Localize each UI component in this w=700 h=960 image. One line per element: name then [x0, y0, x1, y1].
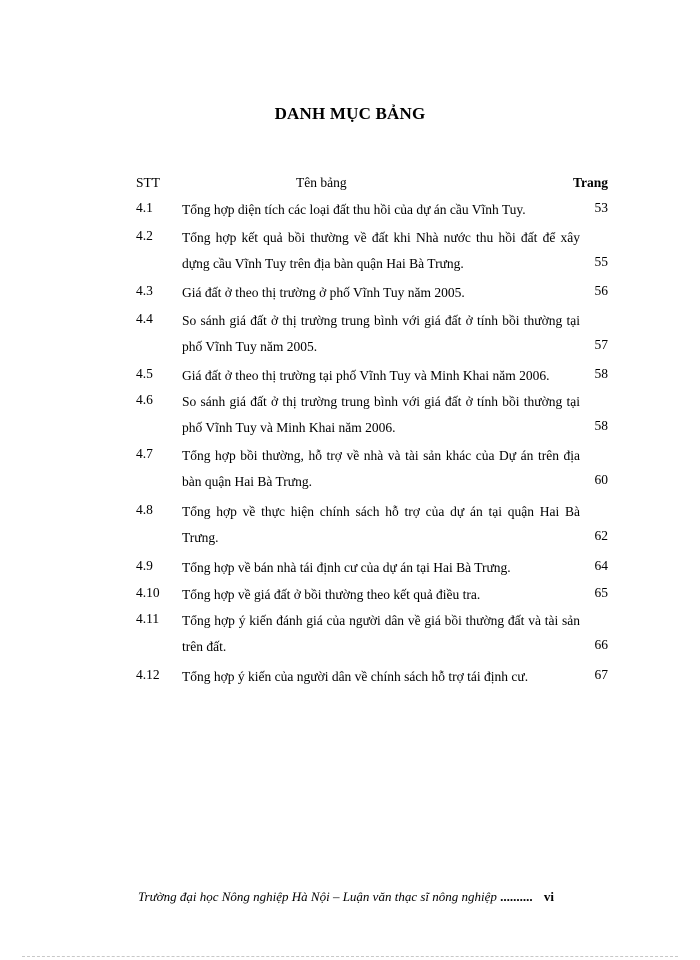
row-number: 4.8 — [136, 502, 153, 517]
row-number: 4.10 — [136, 585, 160, 600]
header-page: Trang — [572, 175, 608, 190]
footer-page-number: vi — [543, 889, 555, 904]
row-title: Tổng hợp diện tích các loại đất thu hồi của dự án cầu Vĩnh Tuy. — [182, 202, 526, 217]
row-page: 67 — [594, 667, 608, 682]
row-number: 4.12 — [136, 667, 160, 682]
row-title: Giá đất ở theo thị trường tại phố Vĩnh Tuy và Minh Khai năm 2006. — [182, 368, 550, 383]
row-number: 4.7 — [136, 446, 153, 461]
row-page: 58 — [594, 366, 608, 381]
row-title: Giá đất ở theo thị trường ở phố Vĩnh Tuy năm 2005. — [182, 285, 465, 300]
row-number: 4.11 — [136, 611, 160, 626]
row-title: Tổng hợp ý kiến đánh giá của người dân về giá bồi thường đất và tài sản trên đất. — [182, 613, 580, 654]
row-title: So sánh giá đất ở thị trường trung bình với giá đất ở tính bồi thường tại phố Vĩnh Tuy và Minh Khai năm 2006. — [182, 394, 580, 435]
row-number: 4.6 — [136, 392, 153, 407]
page-title: DANH MỤC BẢNG — [274, 104, 426, 123]
row-title: Tổng hợp ý kiến của người dân về chính sách hỗ trợ tái định cư. — [182, 669, 529, 684]
row-page: 56 — [594, 283, 608, 298]
row-page: 65 — [594, 585, 608, 600]
row-title: Tổng hợp về giá đất ở bồi thường theo kết quả điều tra. — [182, 587, 481, 602]
row-title: Tổng hợp về bán nhà tái định cư của dự án tại Hai Bà Trưng. — [182, 560, 511, 575]
row-page: 62 — [594, 528, 608, 543]
row-title: Tổng hợp bồi thường, hỗ trợ về nhà và tài sản khác của Dự án trên địa bàn quận Hai Bà Trưng. — [182, 448, 580, 489]
footer-text: Trường đại học Nông nghiệp Hà Nội – Luận văn thạc sĩ nông nghiệp — [138, 889, 497, 904]
row-page: 58 — [594, 418, 608, 433]
row-title: So sánh giá đất ở thị trường trung bình với giá đất ở tính bồi thường tại phố Vĩnh Tuy năm 2005. — [182, 313, 580, 354]
page-edge-divider — [22, 956, 678, 957]
row-number: 4.3 — [136, 283, 153, 298]
row-page: 55 — [594, 254, 608, 269]
row-number: 4.4 — [136, 311, 153, 326]
row-number: 4.9 — [136, 558, 153, 573]
row-number: 4.5 — [136, 366, 153, 381]
row-page: 64 — [594, 558, 608, 573]
row-page: 66 — [594, 637, 608, 652]
footer-dots: .......... — [500, 889, 533, 904]
row-page: 57 — [594, 337, 608, 352]
row-number: 4.1 — [136, 200, 153, 215]
row-title: Tổng hợp kết quả bồi thường về đất khi Nhà nước thu hồi đất để xây dựng cầu Vĩnh Tuy trên địa bàn quận Hai Bà Trưng. — [182, 230, 580, 271]
header-stt: STT — [136, 175, 161, 190]
page-footer — [138, 889, 554, 905]
row-page: 60 — [594, 472, 608, 487]
row-number: 4.2 — [136, 228, 153, 243]
row-title: Tổng hợp về thực hiện chính sách hỗ trợ của dự án tại quận Hai Bà Trưng. — [182, 504, 580, 545]
header-table-name: Tên bảng — [296, 175, 347, 190]
row-page: 53 — [594, 200, 608, 215]
